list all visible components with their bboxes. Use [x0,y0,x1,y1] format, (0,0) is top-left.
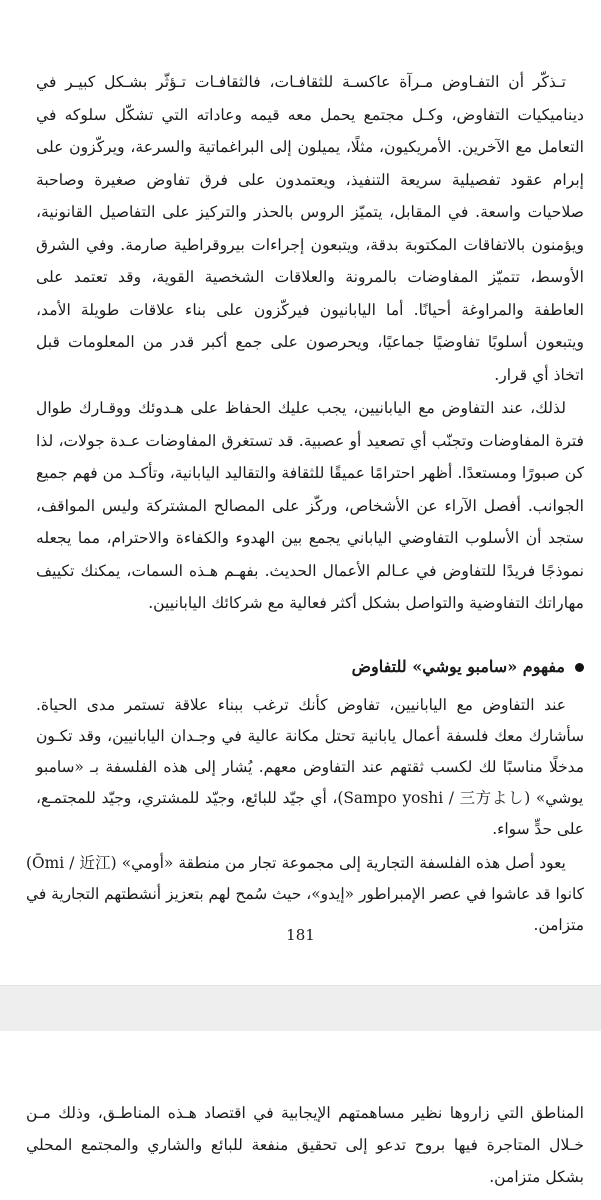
paragraph-omi-merchants: يعود أصل هذه الفلسفة التجارية إلى مجموعة تجار من منطقة «أومي» (Ōmi / 近江) كانوا قد عاشوا في عصر الإمبراطور «إيدو»، حيث سُمح لهم بتعزيز أنشطتهم التجارية في متزامن. [26,854,584,934]
paragraph-cultures: تـذكّر أن التفـاوض مـرآة عاكسـة للثقافـات، فالثقافـات تـؤثّر بشـكل كبيـر في ديناميكيات التفاوض، وكـل مجتمع يحمل معه قيمه وعاداته التي تشكّل سلوكه في التعامل مع الآخرين. الأمريكيون، مثلًا، يميلون إلى البراغماتية والسرعة، ويركّزون على إبرام عقود تفصيلية سريعة التنفيذ، ويعتمدون على فرق تفاوض صغيرة وصاحبة صلاحيات واسعة. في المقابل، يتميّز الروس بالحذر والتركيز على التفاصيل القانونية، ويؤمنون بالاتفاقات المكتوبة بدقة، ويتبعون إجراءات بيروقراطية صارمة. وفي الشرق الأوسط، تتميّز المفاوضات بالمرونة والعلاقات الشخصية القوية، وقد تعتمد على العاطفة والمراوغة أحيانًا. أما اليابانيون فيركّزون على بناء علاقات طويلة الأمد، ويتبعون أسلوبًا تفاوضيًا جماعيًا، ويحرصون على جمع أكبر قدر من المعلومات قبل اتخاذ أي قرار. [36,73,584,384]
paragraph-sampo-yoshi: عند التفاوض مع اليابانيين، تفاوض كأنك ترغب ببناء علاقة تستمر مدى الحياة. سأشارك معك فلسفة أعمال يابانية تحتل مكانة عالية في وجـدان اليابانيين، وقد تكـون مدخلًا مناسبًا لك لكسب ثقتهم عند التفاوض معهم. يُشار إلى هذه الفلسفة بـ «سامبو يوشي» (Sampo yoshi / 三方よし)، أي جيّد للبائع، وجيّد للمشتري، وجيّد للمجتمـع، على حدٍّ سواء. [36,696,584,838]
page-number: 181 [286,926,315,944]
section-heading-text: مفهوم «سامبو يوشي» للتفاوض [351,657,565,676]
paragraph-negotiating-with-japanese: لذلك، عند التفاوض مع اليابانيين، يجب عليك الحفاظ على هـدوئك ووقـارك طوال فترة المفاوضات وتجنّب أي تصعيد أو عصبية. قد تستغرق المفاوضات عـدة جولات، لذا كن صبورًا ومستعدًا. أظهر احترامًا عميقًا للثقافة والتقاليد اليابانية، وتأكـد من فهم جميع الجوانب. أفصل الآراء عن الأشخاص، وركّز على المصالح المشتركة وليس المواقف، ستجد أن الأسلوب التفاوضي الياباني يجمع بين الهدوء والكفاءة والاحترام، مما يجعله نموذجًا فريدًا للتفاوض في عـالم الأعمال الحديث. بفهـم هـذه السمات، يمكنك تكييف مهاراتك التفاوضية والتواصل بشكل أكثر فعالية مع شركائك اليابانيين. [36,399,584,612]
bullet-icon [575,663,584,672]
paragraph-continued: المناطق التي زاروها نظير مساهمتهم الإيجابية في اقتصاد هـذه المناطـق، وذلك مـن خـلال المتاجرة فيها بروح تدعو إلى تحقيق منفعة للبائع والشاري والمجتمع المحلي بشكل متزامن. [26,1104,584,1186]
section-heading [36,650,584,684]
page-separator [0,985,601,1033]
